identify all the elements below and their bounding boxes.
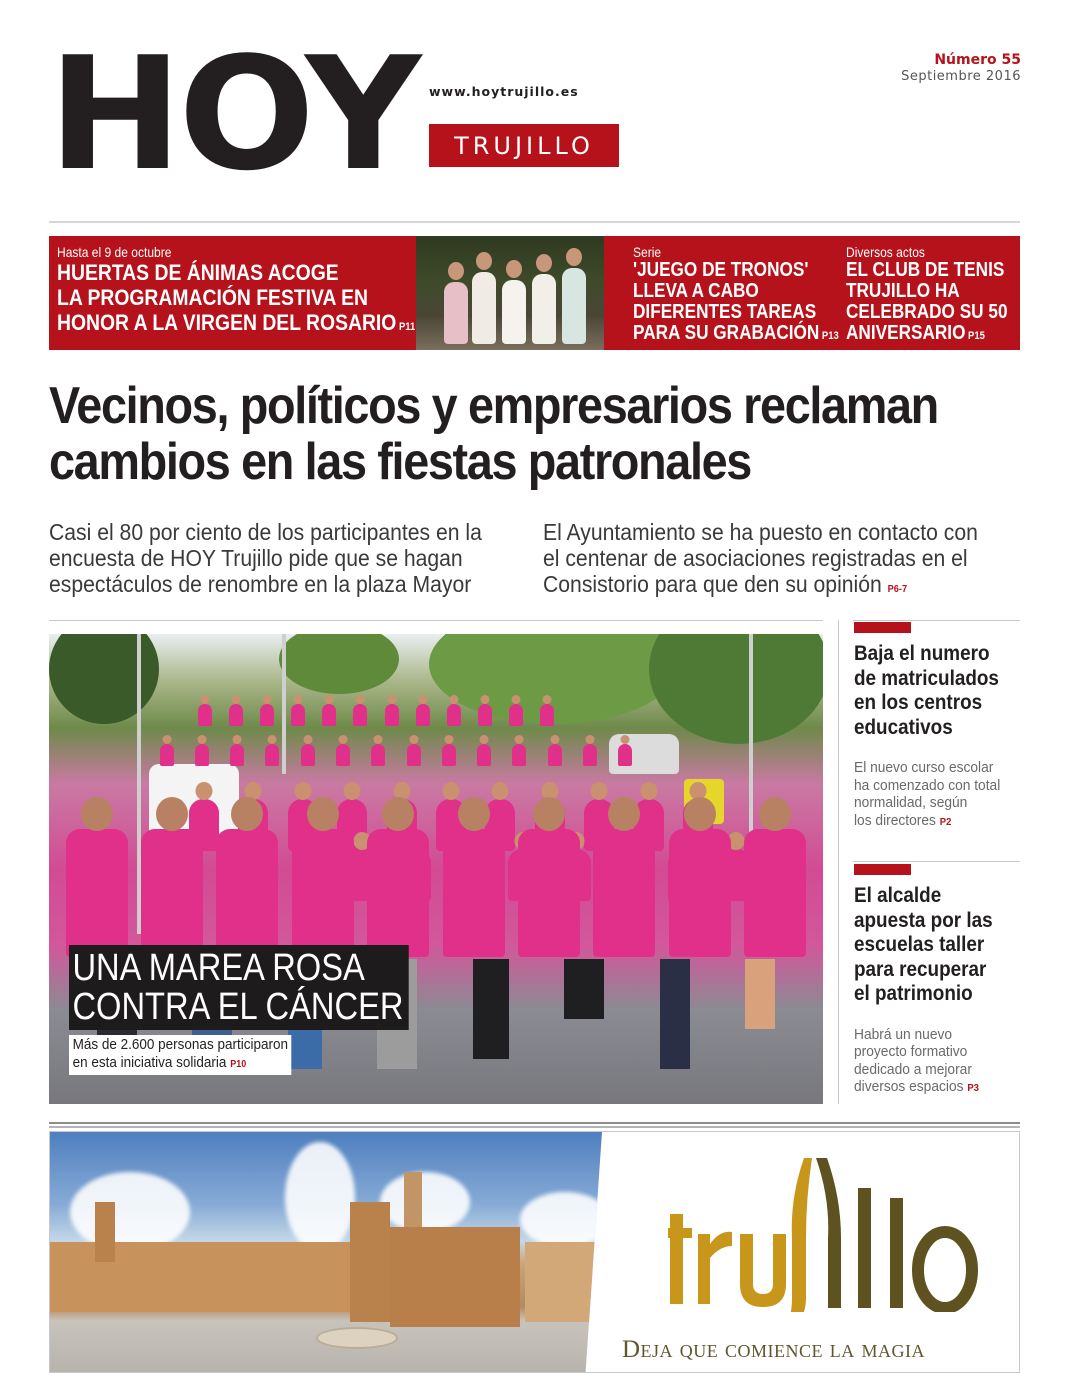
headline-line: DIFERENTES TAREAS [633, 301, 817, 323]
teaser-club-de-tenis[interactable] [846, 244, 1034, 347]
red-accent-bar [854, 864, 911, 875]
tree [279, 634, 399, 694]
site-url-link[interactable]: www.hoytrujillo.es [429, 84, 579, 99]
body-line: ha comenzado con total [854, 777, 1001, 794]
page-ref: P15 [968, 330, 985, 342]
sidebar-body [854, 1027, 1016, 1098]
teaser-headline [57, 260, 415, 340]
headline-line: Baja el numero [854, 642, 990, 665]
body-line: los directores [854, 812, 936, 829]
teaser-headline [846, 260, 1008, 347]
headline-line: 'JUEGO DE TRONOS' [633, 259, 809, 281]
fountain [316, 1327, 398, 1349]
caption-title-box [69, 945, 409, 1030]
headline-line: escuelas taller [854, 933, 985, 956]
tree [49, 634, 159, 724]
girl-figure [444, 282, 468, 344]
red-accent-bar [854, 622, 911, 633]
photo-caption-subtitle [69, 1035, 292, 1075]
headline-line: ANIVERSARIO [846, 322, 966, 344]
ad-divider [49, 1126, 1020, 1128]
ad-divider [49, 1122, 1020, 1124]
hoy-logo[interactable]: HOY [48, 23, 418, 205]
trujillo-logo [668, 1142, 988, 1312]
crowd-far [189, 704, 563, 726]
teaser-kicker: Serie [633, 244, 662, 260]
teaser-juego-de-tronos[interactable] [633, 244, 872, 347]
issue-info [901, 52, 1021, 85]
deck-line: espectáculos de renombre en la plaza Mayor [49, 571, 472, 597]
body-line: diversos espacios [854, 1079, 964, 1095]
issue-date: Septiembre 2016 [901, 69, 1021, 84]
page-ref: P13 [821, 330, 839, 342]
deck-line: El Ayuntamiento se ha puesto en contacto con [543, 519, 978, 545]
pink-march-photo[interactable] [49, 634, 823, 1104]
ad-tagline: Deja que comience la magia [622, 1336, 926, 1363]
deck-line: Casi el 80 por ciento de los participantes en la [49, 519, 482, 545]
headline-line: PARA SU GRABACIÓN [633, 322, 820, 344]
caption-line: Más de 2.600 personas participaron [72, 1036, 288, 1053]
girl-figure [562, 268, 586, 344]
headline-line: para recuperar [854, 957, 987, 981]
teaser-photo-girls[interactable] [416, 236, 604, 350]
sidebar-mid-rule [853, 861, 1020, 862]
body-line: dedicado a mejorar [854, 1061, 972, 1078]
page-ref: P6-7 [887, 584, 908, 595]
caption-line: CONTRA EL CÁNCER [72, 986, 404, 1028]
headline-line: LA PROGRAMACIÓN FESTIVA EN [57, 285, 369, 310]
crowd-far [149, 744, 643, 766]
headline-line: en los centros [854, 691, 983, 714]
headline-line: cambios en las fiestas patronales [49, 433, 751, 491]
crowd-near [59, 829, 813, 957]
sidebar-story-escuelas-taller[interactable] [854, 864, 1024, 1098]
headline-line: HONOR A LA VIRGEN DEL ROSARIO [57, 310, 397, 335]
section-divider [49, 620, 823, 621]
headline-line: apuesta por las [854, 908, 993, 932]
page-ref: P10 [230, 1059, 247, 1070]
headline-line: el patrimonio [854, 982, 973, 1005]
sidebar-headline [854, 642, 1007, 740]
girl-figure [502, 280, 526, 344]
headline-line: TRUJILLO HA [846, 280, 960, 302]
teaser-huertas-de-animas[interactable] [57, 244, 474, 340]
lead-deck-right [543, 519, 978, 603]
caption-line: UNA MAREA ROSA [72, 947, 365, 989]
body-line: Habrá un nuevo [854, 1026, 953, 1043]
top-divider [49, 221, 1020, 223]
lead-deck-left [49, 519, 482, 597]
sidebar-body [854, 760, 1016, 831]
teaser-kicker: Hasta el 9 de octubre [57, 244, 172, 260]
lead-headline[interactable] [49, 378, 949, 490]
body-line: normalidad, según [854, 795, 968, 811]
page-ref: P2 [939, 816, 952, 828]
sidebar-top-rule [853, 620, 1020, 621]
headline-line: HUERTAS DE ÁNIMAS ACOGE [57, 260, 339, 285]
headline-line: LLEVA A CABO [633, 280, 759, 302]
deck-line: encuesta de HOY Trujillo pide que se hagan [49, 545, 463, 571]
girl-figure [472, 272, 496, 344]
teaser-headline [633, 260, 839, 347]
deck-line: Consistorio para que den su opinión [543, 571, 882, 597]
teaser-bar [49, 236, 1020, 350]
sidebar-headline [854, 884, 1007, 1007]
page-ref: P3 [967, 1083, 979, 1094]
edition-badge: TRUJILLO [429, 124, 619, 167]
headline-line: El alcalde [854, 884, 942, 907]
page-ref: P11 [398, 321, 416, 333]
body-line: El nuevo curso escolar [854, 760, 994, 776]
caption-line: en esta iniciativa solidaria [72, 1054, 227, 1071]
body-line: proyecto formativo [854, 1044, 968, 1060]
girl-figure [532, 274, 556, 344]
issue-number: Número 55 [934, 52, 1021, 68]
plaza-mayor-photo [50, 1132, 602, 1373]
sidebar-divider [838, 620, 839, 1104]
tree [649, 634, 823, 744]
deck-line: el centenar de asociaciones registradas en el [543, 545, 968, 571]
photo-caption-title[interactable] [69, 945, 464, 1030]
headline-line: Vecinos, políticos y empresarios reclaman [49, 377, 938, 435]
teaser-kicker: Diversos actos [846, 244, 925, 260]
headline-line: EL CLUB DE TENIS [846, 259, 1005, 281]
headline-line: CELEBRADO SU 50 [846, 301, 1008, 323]
headline-line: de matriculados [854, 666, 999, 690]
headline-line: educativos [854, 715, 953, 739]
sidebar-story-matriculados[interactable] [854, 622, 1024, 831]
